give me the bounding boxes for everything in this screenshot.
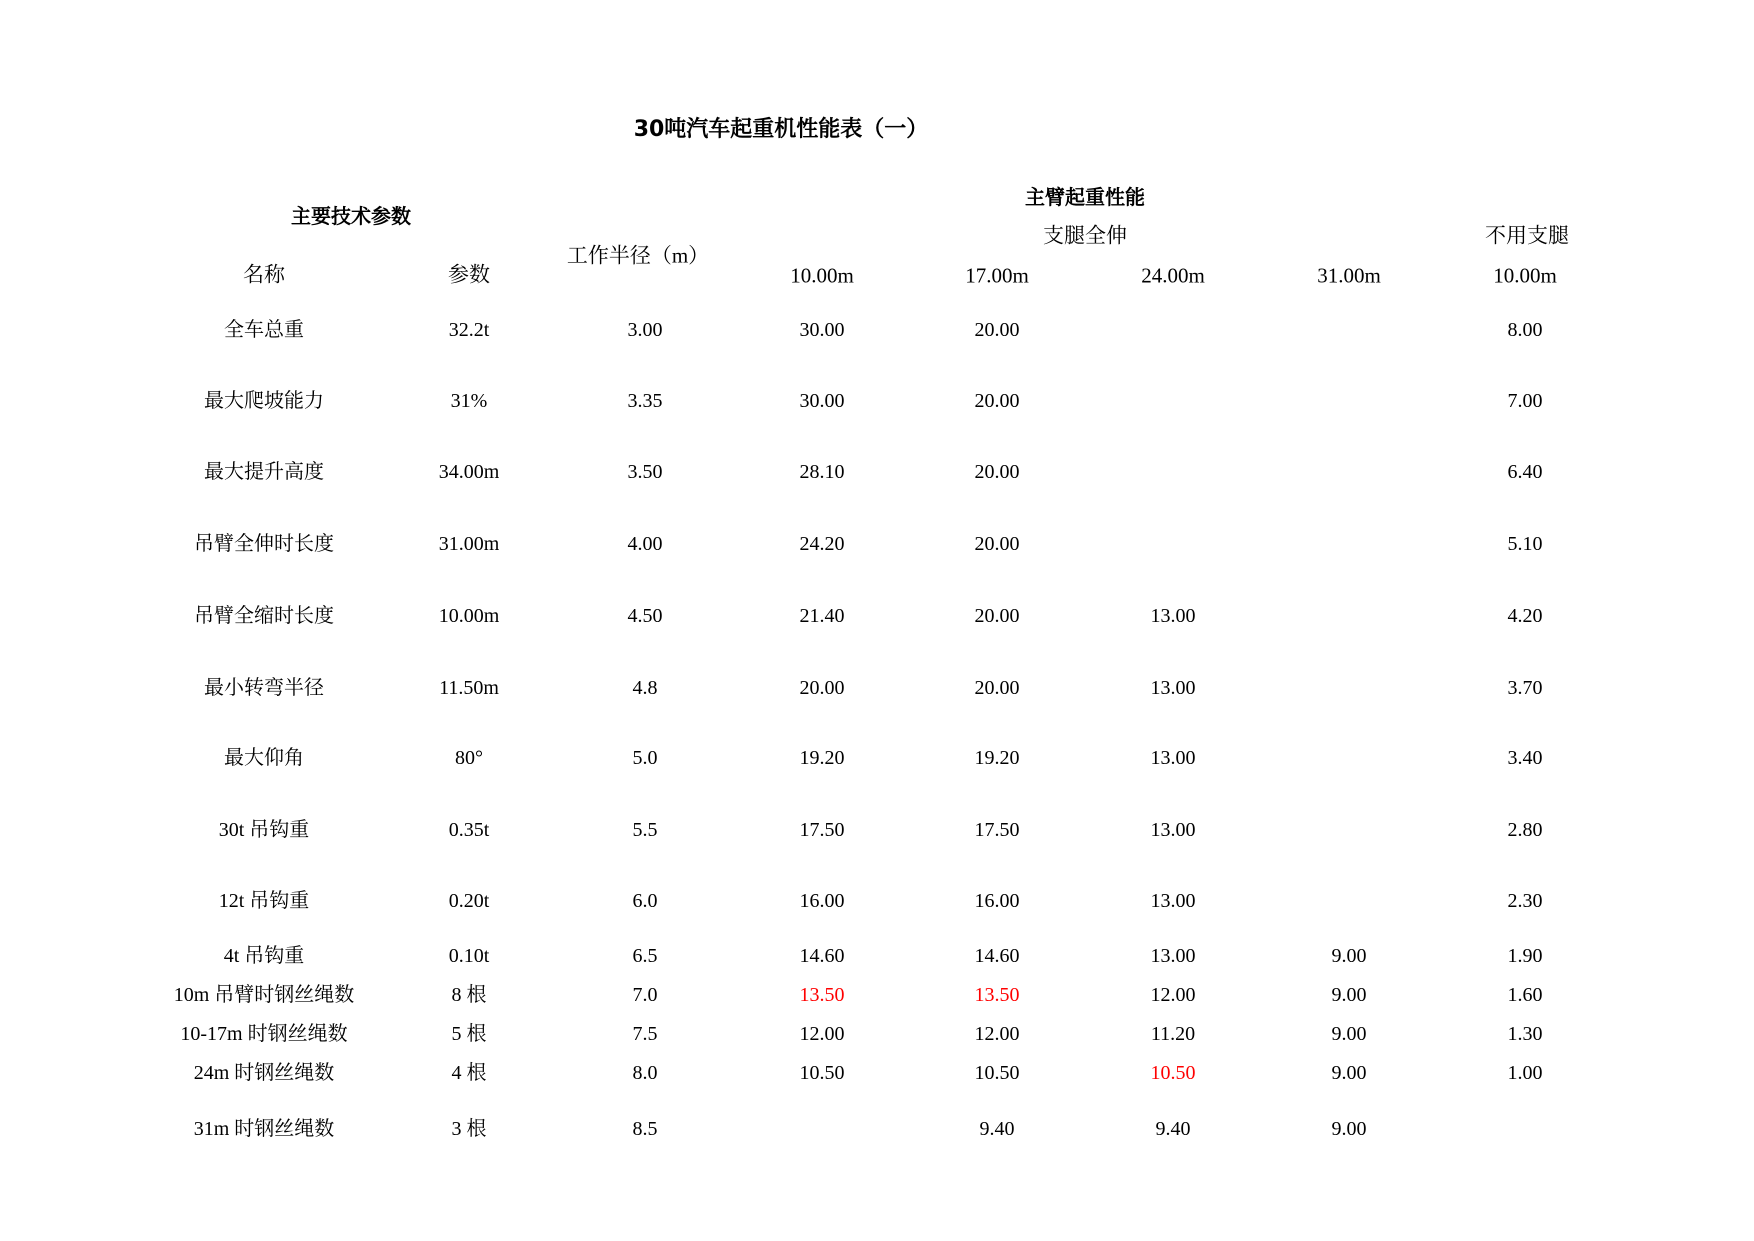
lifting-capacity-cell: 9.00 (1331, 1023, 1367, 1045)
lifting-capacity-cell: 20.00 (974, 319, 1020, 341)
working-radius-cell: 4.50 (627, 605, 663, 627)
lifting-capacity-cell: 2.30 (1507, 890, 1543, 912)
param-name-cell: 4t 吊钩重 (223, 945, 305, 967)
lifting-capacity-cell: 4.20 (1507, 605, 1543, 627)
lifting-capacity-cell: 3.40 (1507, 747, 1543, 769)
lifting-capacity-cell: 2.80 (1507, 819, 1543, 841)
lifting-capacity-cell: 13.00 (1150, 605, 1196, 627)
lifting-capacity-cell: 17.50 (799, 819, 845, 841)
lifting-capacity-cell: 19.20 (974, 747, 1020, 769)
lifting-capacity-cell: 21.40 (799, 605, 845, 627)
outrigger-extended-group-header: 支腿全伸 (1043, 223, 1127, 248)
lifting-capacity-cell: 13.50 (799, 984, 845, 1006)
technical-params-heading: 主要技术参数 (291, 204, 411, 228)
lifting-capacity-cell: 12.00 (974, 1023, 1020, 1045)
lifting-capacity-cell: 20.00 (974, 390, 1020, 412)
working-radius-cell: 7.0 (632, 984, 658, 1006)
main-boom-performance-heading: 主臂起重性能 (1025, 185, 1145, 209)
param-name-cell: 吊臂全伸时长度 (194, 533, 334, 555)
boom-length-header: 10.00m (790, 263, 854, 288)
document-title: 30吨汽车起重机性能表（一） (633, 117, 929, 142)
param-name-cell: 30t 吊钩重 (218, 819, 310, 841)
param-name-cell: 31m 时钢丝绳数 (193, 1118, 335, 1140)
lifting-capacity-cell: 10.50 (799, 1062, 845, 1084)
param-value-cell: 80° (455, 747, 483, 769)
param-name-cell: 12t 吊钩重 (218, 890, 310, 912)
param-value-cell: 0.20t (448, 890, 490, 912)
working-radius-cell: 4.00 (627, 533, 663, 555)
lifting-capacity-cell: 20.00 (974, 605, 1020, 627)
lifting-capacity-cell: 10.50 (974, 1062, 1020, 1084)
lifting-capacity-cell: 9.00 (1331, 945, 1367, 967)
working-radius-cell: 8.5 (632, 1118, 658, 1140)
param-name-cell: 10-17m 时钢丝绳数 (180, 1023, 348, 1045)
param-value-cell: 31% (450, 390, 488, 412)
param-value-cell: 3 根 (451, 1118, 487, 1140)
no-outrigger-group-header: 不用支腿 (1485, 223, 1569, 248)
param-value-cell: 31.00m (438, 533, 500, 555)
lifting-capacity-cell: 17.50 (974, 819, 1020, 841)
param-name-cell: 全车总重 (224, 319, 304, 341)
lifting-capacity-cell: 14.60 (799, 945, 845, 967)
lifting-capacity-cell: 8.00 (1507, 319, 1543, 341)
param-value-cell: 32.2t (448, 319, 490, 341)
working-radius-cell: 6.0 (632, 890, 658, 912)
working-radius-cell: 5.5 (632, 819, 658, 841)
lifting-capacity-cell: 16.00 (974, 890, 1020, 912)
param-name-cell: 24m 时钢丝绳数 (193, 1062, 335, 1084)
lifting-capacity-cell: 1.60 (1507, 984, 1543, 1006)
param-value-cell: 5 根 (451, 1023, 487, 1045)
lifting-capacity-cell: 16.00 (799, 890, 845, 912)
lifting-capacity-cell: 28.10 (799, 461, 845, 483)
lifting-capacity-cell: 30.00 (799, 319, 845, 341)
lifting-capacity-cell: 13.00 (1150, 945, 1196, 967)
boom-length-header: 31.00m (1317, 263, 1381, 288)
param-name-cell: 最大爬坡能力 (204, 390, 324, 412)
lifting-capacity-cell: 20.00 (974, 677, 1020, 699)
lifting-capacity-cell: 1.30 (1507, 1023, 1543, 1045)
lifting-capacity-cell: 13.00 (1150, 890, 1196, 912)
lifting-capacity-cell: 13.50 (974, 984, 1020, 1006)
lifting-capacity-cell: 14.60 (974, 945, 1020, 967)
lifting-capacity-cell: 9.40 (1155, 1118, 1191, 1140)
lifting-capacity-cell: 20.00 (974, 461, 1020, 483)
lifting-capacity-cell: 9.00 (1331, 1062, 1367, 1084)
boom-length-header: 24.00m (1141, 263, 1205, 288)
lifting-capacity-cell: 9.40 (979, 1118, 1015, 1140)
lifting-capacity-cell: 11.20 (1150, 1023, 1196, 1045)
working-radius-cell: 3.35 (627, 390, 663, 412)
lifting-capacity-cell: 1.00 (1507, 1062, 1543, 1084)
param-name-cell: 最大仰角 (224, 747, 304, 769)
lifting-capacity-cell: 5.10 (1507, 533, 1543, 555)
lifting-capacity-cell: 1.90 (1507, 945, 1543, 967)
boom-length-header: 17.00m (965, 263, 1029, 288)
param-name-cell: 最大提升高度 (204, 461, 324, 483)
param-value-cell: 11.50m (439, 677, 499, 699)
param-name-cell: 最小转弯半径 (204, 677, 324, 699)
lifting-capacity-cell: 10.50 (1150, 1062, 1196, 1084)
working-radius-column-header: 工作半径（m） (566, 243, 710, 268)
param-value-cell: 34.00m (438, 461, 500, 483)
lifting-capacity-cell: 3.70 (1507, 677, 1543, 699)
param-name-cell: 吊臂全缩时长度 (194, 605, 334, 627)
lifting-capacity-cell: 13.00 (1150, 747, 1196, 769)
param-value-cell: 10.00m (438, 605, 500, 627)
lifting-capacity-cell: 13.00 (1150, 677, 1196, 699)
param-name-cell: 10m 吊臂时钢丝绳数 (173, 984, 355, 1006)
lifting-capacity-cell: 7.00 (1507, 390, 1543, 412)
lifting-capacity-cell: 9.00 (1331, 984, 1367, 1006)
lifting-capacity-cell: 9.00 (1331, 1118, 1367, 1140)
param-column-header: 参数 (448, 262, 490, 287)
boom-length-header: 10.00m (1493, 263, 1557, 288)
lifting-capacity-cell: 13.00 (1150, 819, 1196, 841)
lifting-capacity-cell: 20.00 (974, 533, 1020, 555)
working-radius-cell: 6.5 (632, 945, 658, 967)
lifting-capacity-cell: 30.00 (799, 390, 845, 412)
lifting-capacity-cell: 12.00 (799, 1023, 845, 1045)
param-value-cell: 4 根 (451, 1062, 487, 1084)
working-radius-cell: 3.00 (627, 319, 663, 341)
lifting-capacity-cell: 19.20 (799, 747, 845, 769)
lifting-capacity-cell: 20.00 (799, 677, 845, 699)
param-value-cell: 8 根 (451, 984, 487, 1006)
lifting-capacity-cell: 24.20 (799, 533, 845, 555)
lifting-capacity-cell: 12.00 (1150, 984, 1196, 1006)
working-radius-cell: 7.5 (632, 1023, 658, 1045)
param-value-cell: 0.10t (448, 945, 490, 967)
working-radius-cell: 5.0 (632, 747, 658, 769)
lifting-capacity-cell: 6.40 (1507, 461, 1543, 483)
working-radius-cell: 4.8 (632, 677, 658, 699)
name-column-header: 名称 (243, 262, 285, 287)
working-radius-cell: 8.0 (632, 1062, 658, 1084)
param-value-cell: 0.35t (448, 819, 490, 841)
working-radius-cell: 3.50 (627, 461, 663, 483)
